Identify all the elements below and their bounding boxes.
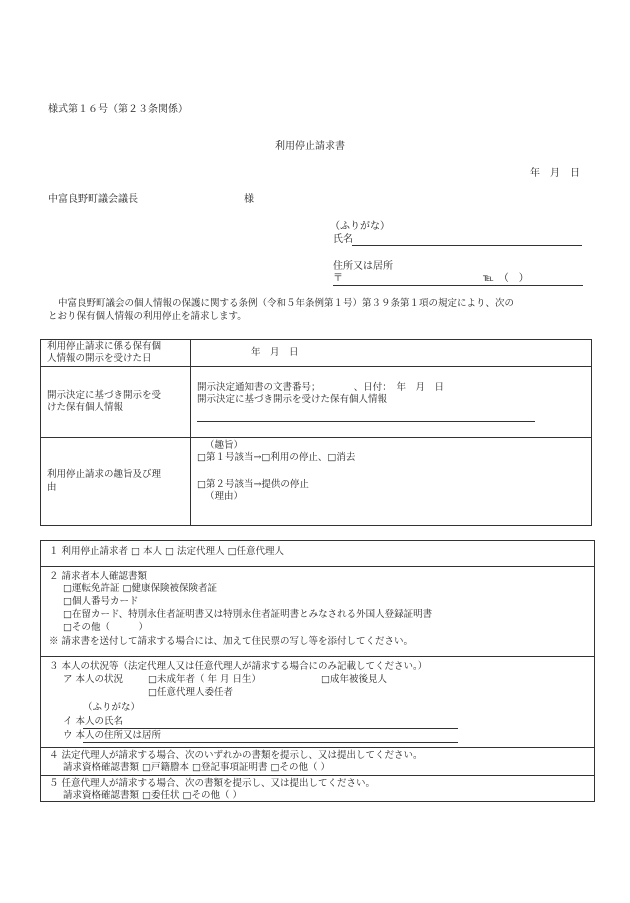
date-line: 年 月 日	[530, 168, 580, 179]
section-person-status	[41, 656, 594, 748]
furigana-label: （ふりがな）	[330, 221, 390, 232]
person-address-label: ウ 本人の住所又は居所	[63, 730, 162, 741]
requester-info-box	[40, 540, 595, 802]
legal-agent-title: ４ 法定代理人が請求する場合、次のいずれかの書類を提示し、又は提出してください。	[49, 750, 423, 761]
person-furigana-label: （ふりがな）	[83, 702, 141, 713]
voluntary-agent-docs[interactable]: 請求資格確認書類 □委任状 □その他（ ）	[63, 790, 243, 801]
date-placeholder: 年 月 日	[251, 346, 299, 358]
postal-mark: 〒	[333, 273, 343, 284]
address-field[interactable]	[333, 285, 583, 286]
id-doc-option[interactable]: □在留カード、特別永住者証明書又は特別永住者証明書とみなされる外国人登録証明書	[63, 609, 433, 620]
section-voluntary-agent	[41, 775, 594, 804]
purpose-reason-label	[41, 438, 191, 526]
notice-number-line: 開示決定通知書の文書番号； 、日付： 年 月 日	[197, 382, 445, 393]
voluntary-agent-title: ５ 任意代理人が請求する場合、次の書類を提示し、又は提出してください。	[49, 778, 376, 789]
request-table	[40, 339, 592, 526]
disclosed-date-value[interactable]	[191, 340, 592, 367]
status-option-minor[interactable]: □未成年者（ 年 月 日生）	[148, 674, 262, 685]
section-id-documents	[41, 566, 594, 657]
label-line: 開示決定に基づき開示を受	[47, 389, 162, 401]
table-row	[41, 438, 592, 526]
id-doc-option[interactable]: □個人番号カード	[63, 596, 139, 607]
label-line: 利用停止請求の趣旨及び理	[47, 469, 162, 481]
person-address-field[interactable]	[83, 742, 458, 743]
label-line: けた保有個人情報	[47, 402, 124, 413]
person-name-label: イ 本人の氏名	[63, 716, 124, 727]
intro-line-1: 中富良野町議会の個人情報の保護に関する条例（令和５年条例第１号）第３９条第１項の規定により、次の	[58, 298, 515, 309]
section-legal-agent	[41, 747, 594, 776]
disclosed-info-line: 開示決定に基づき開示を受けた保有個人情報	[197, 394, 388, 406]
disclosed-date-label	[41, 340, 191, 367]
status-option-guardian[interactable]: □成年被後見人	[321, 674, 387, 685]
status-option-delegate[interactable]: □任意代理人委任者	[148, 687, 233, 698]
name-label: 氏名	[333, 234, 353, 245]
addressee-suffix: 様	[244, 194, 254, 205]
section-requester-type	[41, 541, 594, 566]
intro-line-2: とおり保有個人情報の利用停止を請求します。	[48, 311, 247, 322]
document-title: 利用停止請求書	[275, 141, 345, 152]
person-status-title: ３ 本人の状況等（法定代理人又は任意代理人が請求する場合にのみ記載してください。）	[49, 661, 428, 672]
person-name-field[interactable]	[83, 728, 458, 729]
reason-heading: （理由）	[205, 491, 244, 503]
addressee: 中富良野町議会議長	[48, 194, 138, 205]
purpose-option-1[interactable]: □第１号該当→□利用の停止、□消去	[197, 452, 356, 464]
disclosed-info-label	[41, 367, 191, 438]
address-label: 住所又は居所	[333, 261, 393, 272]
label-line: 利用停止請求に係る保有個	[47, 340, 162, 352]
purpose-option-2[interactable]: □第２号該当→提供の停止	[197, 478, 309, 490]
id-doc-option[interactable]: □運転免許証 □健康保険被保険者証	[63, 583, 217, 594]
label-line: 人情報の開示を受けた日	[47, 353, 152, 364]
label-line: 由	[47, 481, 57, 493]
form-number: 様式第１６号（第２３条関係）	[48, 104, 188, 115]
disclosed-info-field[interactable]	[197, 421, 535, 422]
id-doc-option[interactable]: □その他（ ）	[63, 622, 148, 633]
id-docs-note: ※ 請求書を送付して請求する場合には、加えて住民票の写し等を添付してください。	[49, 636, 414, 647]
status-label: ア 本人の状況	[63, 674, 124, 685]
disclosed-info-value[interactable]	[191, 367, 592, 438]
purpose-reason-value[interactable]	[191, 438, 592, 526]
id-docs-title: ２ 請求者本人確認書類	[49, 571, 148, 582]
legal-agent-docs[interactable]: 請求資格確認書類 □戸籍謄本 □登記事項証明書 □その他（ ）	[63, 762, 331, 773]
table-row	[41, 340, 592, 367]
purpose-heading: （趣旨）	[205, 440, 244, 451]
name-field[interactable]	[352, 245, 582, 246]
table-row	[41, 367, 592, 438]
requester-type-line[interactable]: １ 利用停止請求者 □ 本人 □ 法定代理人 □任意代理人	[49, 546, 285, 557]
tel-label: ℡ （ ）	[483, 273, 529, 284]
